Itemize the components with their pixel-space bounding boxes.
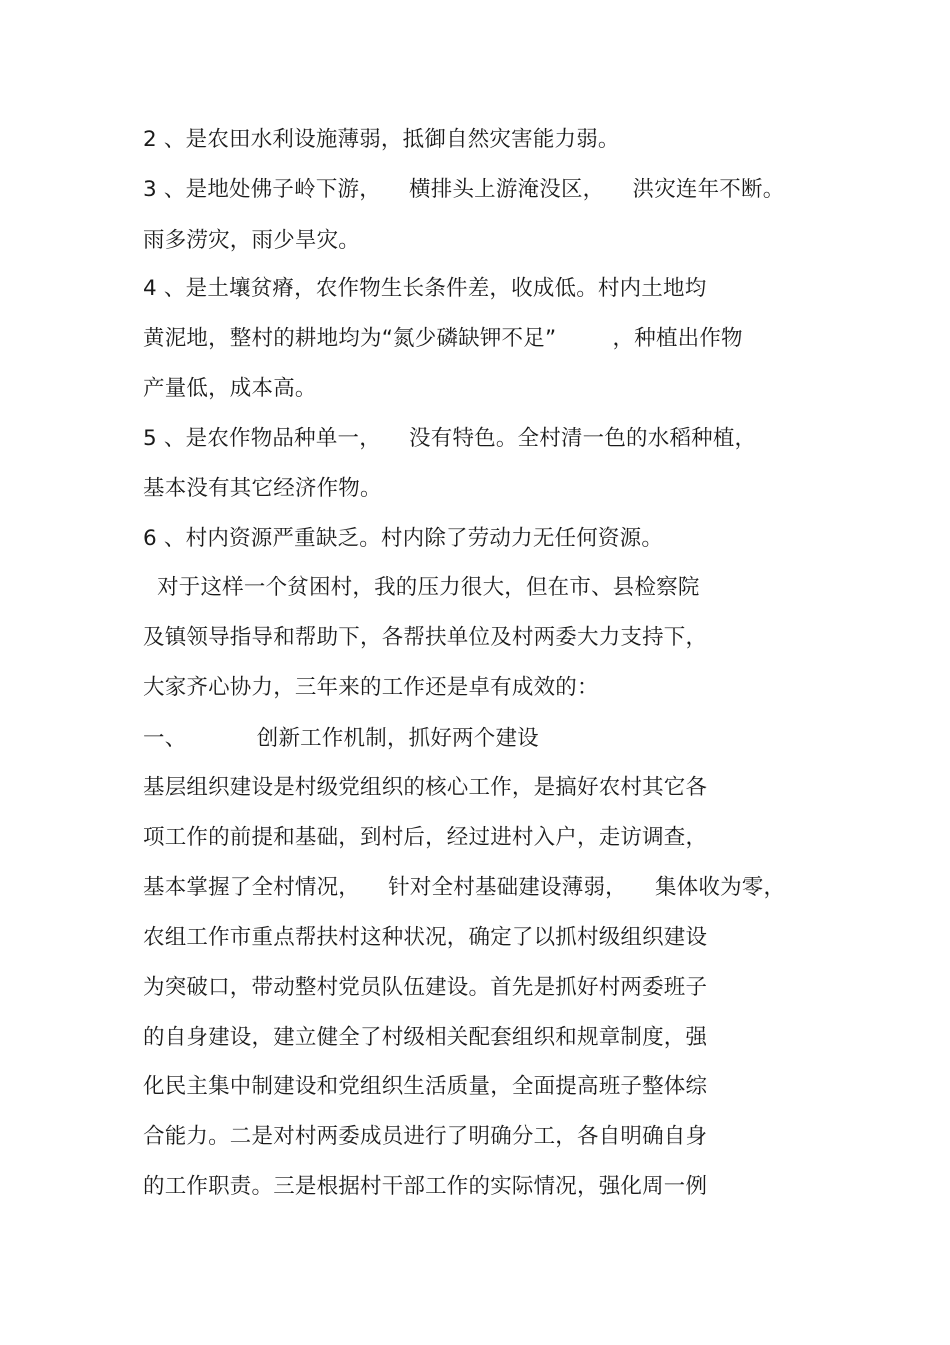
text-line-20: 化民主集中制建设和党组织生活质量，全面提高班子整体综 <box>143 1074 708 1099</box>
text-line-15: 项工作的前提和基础，到村后，经过进村入户，走访调查， <box>143 825 708 850</box>
text-line-16: 基本掌握了全村情况， 针对全村基础建设薄弱， 集体收为零， <box>143 875 786 900</box>
text-line-5: 黄泥地，整村的耕地均为“氮少磷缺钾不足” ，种植出作物 <box>143 326 743 351</box>
text-line-14: 基层组织建设是村级党组织的核心工作，是搞好农村其它各 <box>143 775 708 800</box>
text-line-12: 大家齐心协力，三年来的工作还是卓有成效的： <box>143 675 599 700</box>
text-line-3: 雨多涝灾，雨少旱灾。 <box>143 228 361 253</box>
text-line-9: 6 、村内资源严重缺乏。村内除了劳动力无任何资源。 <box>143 526 664 551</box>
text-line-10: 对于这样一个贫困村，我的压力很大，但在市、县检察院 <box>143 575 700 600</box>
text-line-22: 的工作职责。三是根据村干部工作的实际情况，强化周一例 <box>143 1174 708 1199</box>
text-line-11: 及镇领导指导和帮助下，各帮扶单位及村两委大力支持下， <box>143 625 708 650</box>
text-line-19: 的自身建设，建立健全了村级相关配套组织和规章制度，强 <box>143 1025 708 1050</box>
text-line-1: 2 、是农田水利设施薄弱，抵御自然灾害能力弱。 <box>143 127 620 152</box>
text-line-6: 产量低，成本高。 <box>143 376 317 401</box>
text-line-7: 5 、是农作物品种单一， 没有特色。全村清一色的水稻种植， <box>143 426 757 451</box>
text-line-18: 为突破口，带动整村党员队伍建设。首先是抓好村两委班子 <box>143 975 708 1000</box>
text-line-2: 3 、是地处佛子岭下游， 横排头上游淹没区， 洪灾连年不断。 <box>143 177 785 202</box>
text-line-8: 基本没有其它经济作物。 <box>143 476 382 501</box>
section-heading: 一、 创新工作机制，抓好两个建设 <box>143 726 539 751</box>
text-line-17: 农组工作市重点帮扶村这种状况，确定了以抓村级组织建设 <box>143 925 708 950</box>
text-line-4: 4 、是土壤贫瘠，农作物生长条件差，收成低。村内土地均 <box>143 276 707 301</box>
text-line-21: 合能力。二是对村两委成员进行了明确分工，各自明确自身 <box>143 1124 708 1149</box>
